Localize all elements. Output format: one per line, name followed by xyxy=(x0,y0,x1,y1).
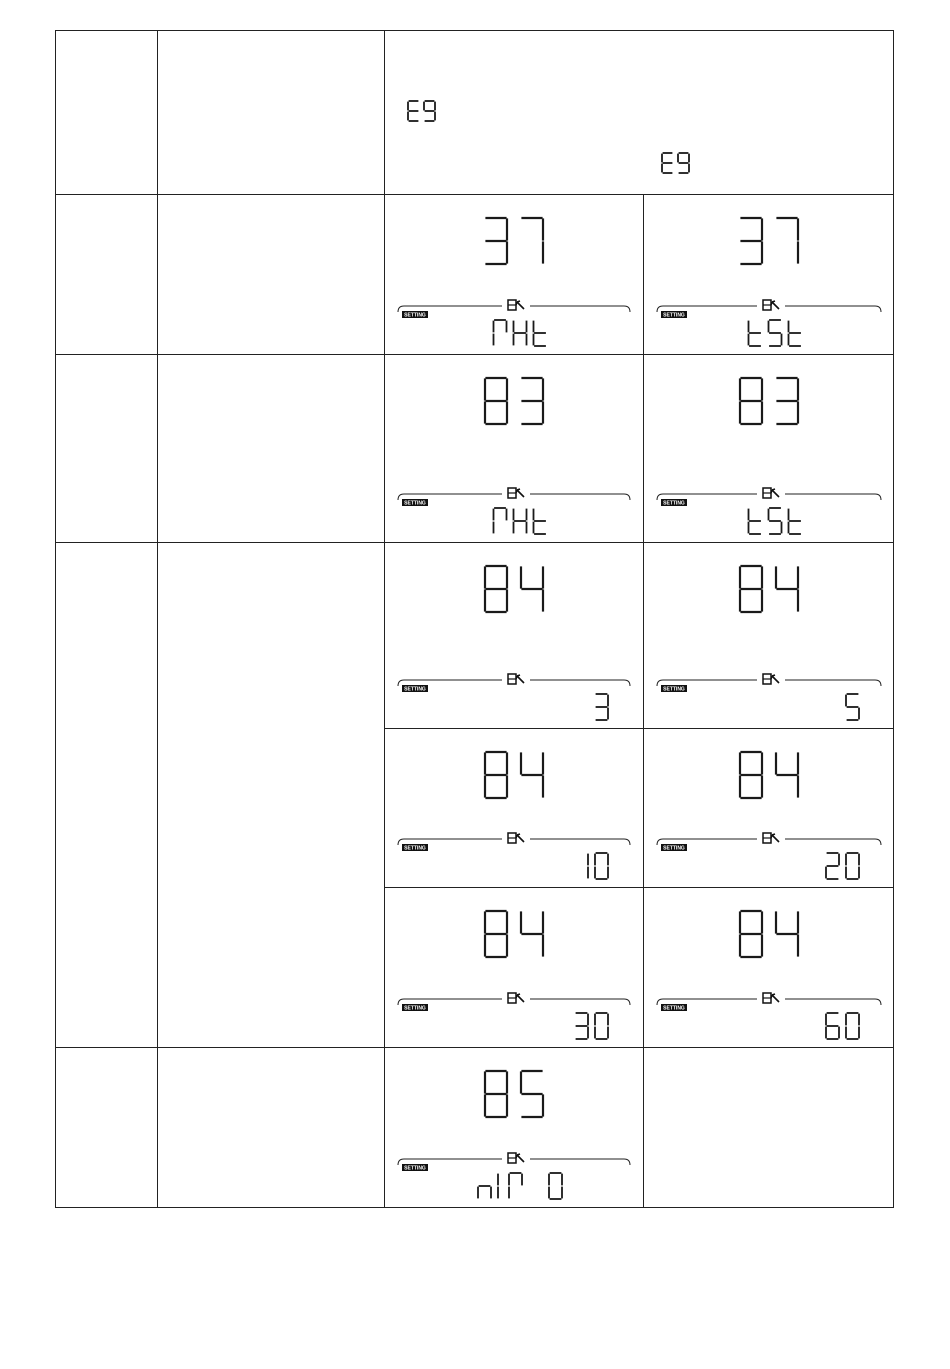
lcd-main-value xyxy=(485,566,543,612)
lcd-panel xyxy=(398,218,630,346)
battery-wrench-icon xyxy=(508,833,524,843)
lcd-panel xyxy=(657,911,881,1039)
lcd-panel xyxy=(657,218,881,346)
setting-badge-label: SETTING xyxy=(404,1005,426,1012)
battery-wrench-icon xyxy=(508,1153,524,1163)
lcd-frame-right xyxy=(530,999,630,1005)
lcd-frame-right xyxy=(785,306,881,312)
lcd-frame-right xyxy=(530,839,630,845)
lcd-panel xyxy=(398,752,630,879)
lcd-main-value xyxy=(740,566,798,612)
lcd-main-value xyxy=(485,1071,543,1117)
lcd-frame-right xyxy=(785,839,881,845)
lcd-panel xyxy=(398,378,630,534)
lcd-sub-value xyxy=(749,508,801,534)
lcd-sub-value xyxy=(588,853,608,879)
lcd-main-value xyxy=(740,752,798,798)
lcd-frame-right xyxy=(530,1159,630,1165)
setting-badge-label: SETTING xyxy=(404,686,426,693)
lcd-frame-right xyxy=(785,999,881,1005)
battery-wrench-icon xyxy=(763,488,779,498)
lcd-main-value xyxy=(742,218,799,264)
battery-wrench-icon xyxy=(763,833,779,843)
lcd-main-value xyxy=(740,911,798,957)
battery-wrench-icon xyxy=(508,300,524,310)
lcd-main-value xyxy=(487,218,544,264)
setting-badge-label: SETTING xyxy=(663,312,685,319)
setting-badge-label: SETTING xyxy=(663,1005,685,1012)
setting-badge-label: SETTING xyxy=(663,845,685,852)
battery-wrench-icon xyxy=(763,300,779,310)
lcd-sub-value xyxy=(826,853,859,879)
battery-wrench-icon xyxy=(763,674,779,684)
lcd-frame-right xyxy=(785,680,881,686)
fault-code-a xyxy=(408,101,435,121)
lcd-sub-value xyxy=(749,320,801,346)
lcd-panel xyxy=(398,911,630,1039)
table-borders xyxy=(55,30,894,1208)
lcd-sub-value xyxy=(826,1013,859,1039)
lcd-main-value xyxy=(485,911,543,957)
lcd-sub-value xyxy=(597,694,609,720)
battery-wrench-icon xyxy=(508,488,524,498)
intro-codes xyxy=(408,101,689,173)
lcd-main-value xyxy=(485,378,543,424)
battery-wrench-icon xyxy=(508,993,524,1003)
setting-badge-label: SETTING xyxy=(404,1165,426,1172)
lcd-sub-value xyxy=(494,320,546,346)
setting-badge-label: SETTING xyxy=(404,312,426,319)
lcd-sub-value xyxy=(494,508,546,534)
lcd-panel xyxy=(657,378,881,534)
lcd-frame-right xyxy=(530,494,630,500)
lcd-sub-value xyxy=(478,1173,562,1199)
lcd-main-value xyxy=(740,378,798,424)
lcd-sub-value xyxy=(577,1013,609,1039)
lcd-displays xyxy=(398,218,881,1199)
fault-code-b xyxy=(662,153,689,173)
lcd-main-value xyxy=(485,752,543,798)
setting-badge-label: SETTING xyxy=(663,500,685,507)
setting-badge-label: SETTING xyxy=(663,686,685,693)
battery-wrench-icon xyxy=(763,993,779,1003)
lcd-panel xyxy=(657,566,881,720)
lcd-panel xyxy=(398,566,630,720)
setting-badge-label: SETTING xyxy=(404,845,426,852)
lcd-panel xyxy=(398,1071,630,1199)
battery-wrench-icon xyxy=(508,674,524,684)
lcd-panel xyxy=(657,752,881,879)
lcd-sub-value xyxy=(846,694,859,720)
lcd-frame-right xyxy=(530,306,630,312)
lcd-frame-right xyxy=(785,494,881,500)
lcd-frame-right xyxy=(530,680,630,686)
setting-badge-label: SETTING xyxy=(404,500,426,507)
